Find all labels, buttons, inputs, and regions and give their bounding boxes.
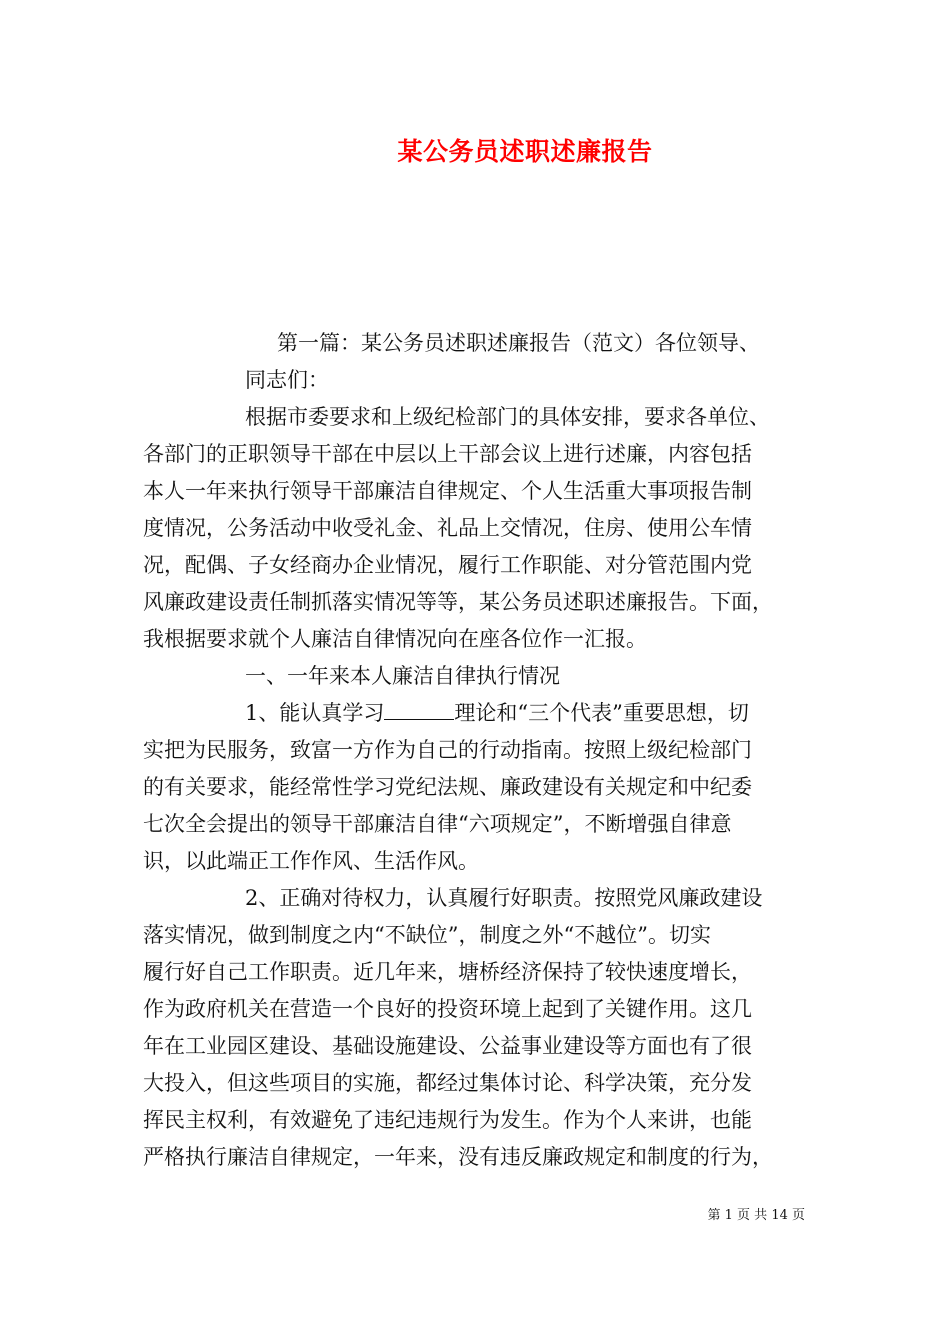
text-line: 一、一年来本人廉洁自律执行情况 [245, 664, 560, 688]
text-line: 根据市委要求和上级纪检部门的具体安排，要求各单位、 [245, 405, 770, 429]
text-fragment: 理论和“三个代表”重要思想，切 [454, 701, 749, 725]
document-title: 某公务员述职述廉报告 [397, 137, 653, 166]
text-line: 况，配偶、子女经商办企业情况，履行工作职能、对分管范围内党 [143, 553, 752, 577]
text-line: 我根据要求就个人廉洁自律情况向在座各位作一汇报。 [143, 627, 647, 651]
text-line: 各部门的正职领导干部在中层以上干部会议上进行述廉，内容包括 [143, 442, 752, 466]
paragraph [143, 695, 808, 880]
text-line: 风廉政建设责任制抓落实情况等等，某公务员述职述廉报告。下面， [143, 590, 773, 614]
document-body [143, 325, 808, 1176]
text-fragment: 1、能认真学习 [245, 701, 385, 725]
text-line: 实把为民服务，致富一方作为自己的行动指南。按照上级纪检部门 [143, 738, 752, 762]
paragraph [143, 880, 808, 1176]
text-line: 年在工业园区建设、基础设施建设、公益事业建设等方面也有了很 [143, 1034, 752, 1058]
text-line: 大投入，但这些项目的实施，都经过集体讨论、科学决策，充分发 [143, 1071, 752, 1095]
text-line: 同志们： [245, 368, 329, 392]
text-line [143, 695, 808, 732]
text-line: 识，以此端正工作作风、生活作风。 [143, 849, 479, 873]
text-line: 落实情况，做到制度之内“不缺位”，制度之外“不越位”。切实 [143, 923, 711, 947]
text-line: 度情况，公务活动中收受礼金、礼品上交情况，住房、使用公车情 [143, 516, 752, 540]
text-line: 2、正确对待权力，认真履行好职责。按照党风廉政建设 [245, 886, 763, 910]
paragraph [143, 399, 808, 658]
blank-underline [384, 701, 454, 720]
text-line: 履行好自己工作职责。近几年来，塘桥经济保持了较快速度增长， [143, 960, 752, 984]
text-line: 挥民主权利，有效避免了违纪违规行为发生。作为个人来讲，也能 [143, 1108, 752, 1132]
section-heading [143, 658, 808, 695]
text-line: 严格执行廉洁自律规定，一年来，没有违反廉政规定和制度的行为， [143, 1145, 773, 1169]
text-line: 第一篇：某公务员述职述廉报告（范文）各位领导、 [277, 331, 760, 355]
text-line: 的有关要求，能经常性学习党纪法规、廉政建设有关规定和中纪委 [143, 775, 752, 799]
text-line: 作为政府机关在营造一个良好的投资环境上起到了关键作用。这几 [143, 997, 752, 1021]
page-number: 第 1 页 共 14 页 [707, 1208, 805, 1223]
paragraph [143, 325, 808, 399]
text-line: 本人一年来执行领导干部廉洁自律规定、个人生活重大事项报告制 [143, 479, 752, 503]
text-line: 七次全会提出的领导干部廉洁自律“六项规定”，不断增强自律意 [143, 812, 732, 836]
